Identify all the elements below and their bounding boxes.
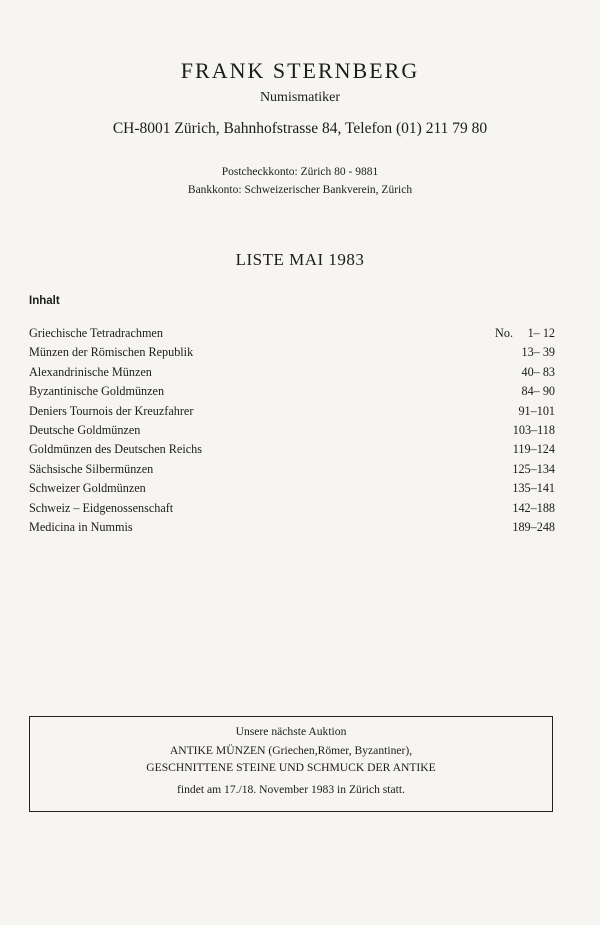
- notice-intro: Unsere nächste Auktion: [235, 725, 347, 738]
- toc-row: [29, 324, 555, 343]
- toc-item-title: Deutsche Goldmünzen: [29, 422, 141, 437]
- toc-item-range: 13– 39: [521, 345, 555, 360]
- auction-notice-box: [29, 716, 553, 812]
- contents-heading: Inhalt: [29, 295, 60, 307]
- toc-item-range: 125–134: [512, 461, 555, 476]
- toc-item-title: Münzen der Römischen Republik: [29, 345, 194, 360]
- toc-item-range: 142–188: [512, 500, 555, 515]
- firm-subtitle: Numismatiker: [259, 90, 341, 105]
- toc-row: [29, 363, 555, 382]
- toc-row: [29, 382, 555, 401]
- toc-item-range: 103–118: [512, 422, 555, 437]
- toc-item-title: Griechische Tetradrachmen: [29, 326, 163, 340]
- toc-item-title: Alexandrinische Münzen: [29, 364, 152, 379]
- toc-item-title: Deniers Tournois der Kreuzfahrer: [29, 403, 194, 418]
- toc-item-title: Sächsische Silbermünzen: [29, 461, 154, 476]
- bank-account: Bankkonto: Schweizerischer Bankverein, Zürich: [187, 184, 413, 196]
- toc-item-range: 91–101: [518, 403, 555, 418]
- toc-item-range: 40– 83: [521, 364, 555, 379]
- toc-item-range: 1– 12: [527, 326, 555, 340]
- notice-auction-title: ANTIKE MÜNZEN (Griechen,Römer, Byzantiner),: [169, 744, 413, 757]
- toc-item-range: 135–141: [512, 481, 555, 496]
- toc-row: [29, 402, 555, 421]
- toc-item-title: Goldmünzen des Deutschen Reichs: [29, 442, 202, 457]
- toc-number-prefix: No.: [495, 326, 513, 340]
- toc-item-range: 189–248: [512, 519, 555, 534]
- toc-row: [29, 460, 555, 479]
- toc-row: [29, 499, 555, 518]
- toc-row: [29, 518, 555, 537]
- postal-account: Postcheckkonto: Zürich 80 - 9881: [221, 166, 379, 178]
- toc-row: [29, 479, 555, 498]
- notice-date: findet am 17./18. November 1983 in Zürich statt.: [177, 783, 405, 796]
- toc-item-range: 119–124: [512, 442, 555, 457]
- firm-address: CH-8001 Zürich, Bahnhofstrasse 84, Telefon (01) 211 79 80: [112, 120, 488, 137]
- toc-item-range: 84– 90: [521, 384, 555, 399]
- toc-item-title: Schweizer Goldmünzen: [29, 481, 146, 496]
- toc-row: [29, 440, 555, 459]
- toc-item-title: Byzantinische Goldmünzen: [29, 384, 165, 399]
- toc-row: [29, 421, 555, 440]
- toc-item-title: Schweiz – Eidgenossenschaft: [29, 500, 174, 515]
- table-of-contents: [29, 324, 555, 537]
- toc-row: [29, 343, 555, 362]
- list-title: LISTE MAI 1983: [235, 250, 365, 269]
- toc-item-title: Medicina in Nummis: [29, 519, 133, 534]
- firm-name: FRANK STERNBERG: [180, 58, 420, 83]
- notice-auction-subtitle: GESCHNITTENE STEINE UND SCHMUCK DER ANTIKE: [146, 761, 436, 774]
